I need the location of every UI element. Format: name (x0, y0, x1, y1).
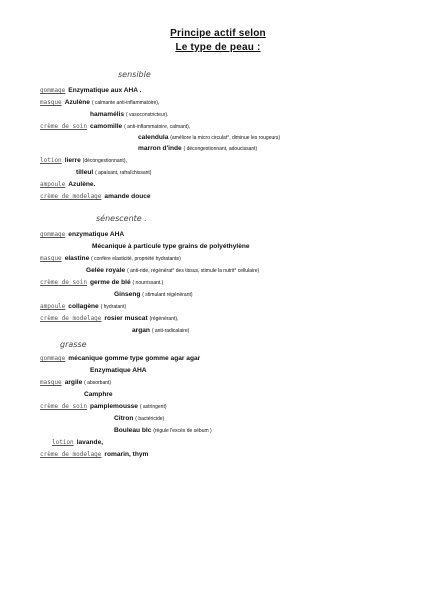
list-item: gommage enzymatique AHA (40, 231, 125, 238)
list-item: Ginseng ( stimulant régénérant) (114, 291, 193, 298)
list-item: masque Azulène ( calmante anti-inflammatoire), (40, 99, 160, 106)
list-item: crème de modelage romarin, thym (40, 451, 149, 458)
list-item: marron d'inde ( décongestionnant, adoucissant) (138, 145, 258, 152)
list-item: crème de soin pamplemousse ( astringent) (40, 403, 167, 410)
list-item: crème de soin camomille ( anti-inflammatoire, calmant), (40, 123, 191, 130)
list-item: calendula (améliore la micro circulat°, diminue les rougeurs) (138, 134, 281, 141)
list-item: ampoule Azulène. (40, 181, 96, 188)
list-item: Citron ( bactéricide) (114, 415, 165, 422)
list-item: Enzymatique AHA (90, 367, 147, 374)
list-item: masque argile ( absorbant) (40, 379, 112, 386)
section-heading-senescente: sénescente . (96, 214, 147, 223)
list-item: gommage Enzymatique aux AHA . (40, 87, 142, 94)
list-item: Bouleau blc (régule l'excès de sébum ) (114, 427, 212, 434)
list-item: crème de modelage rosier muscat (régénérant), (40, 315, 179, 322)
list-item: gommage mécanique gomme type gomme agar agar (40, 355, 201, 362)
title-line-1: Principe actif selon (170, 28, 266, 39)
section-heading-grasse: grasse (60, 340, 87, 349)
list-item: argan ( anti-radicalaire) (132, 327, 190, 334)
list-item: Mécanique à particule type grains de polyéthylène (92, 243, 250, 250)
section-heading-sensible: sensible (118, 70, 151, 79)
list-item: masque elastine ( confère elasticité, propriété hydratante) (40, 255, 181, 262)
list-item: lotion lierre (décongestionnant), (40, 157, 127, 164)
list-item: ampoule collagène ( hydratant) (40, 303, 127, 310)
list-item: lotion lavande, (52, 439, 104, 446)
list-item: Gelée royale ( anti-ride, régénérat° des tissus, stimule la nutrit° cellulaire) (86, 267, 260, 274)
list-item: Camphre (84, 391, 113, 398)
list-item: tilleul ( apaisant, rafraîchissant) (76, 169, 152, 176)
list-item: crème de modelage amande douce (40, 193, 151, 200)
list-item: hamamélis ( vasoconstricteur). (90, 111, 169, 118)
title-line-2: Le type de peau : (175, 42, 261, 53)
list-item: crème de soin germe de blé ( nourrissant.) (40, 279, 164, 286)
